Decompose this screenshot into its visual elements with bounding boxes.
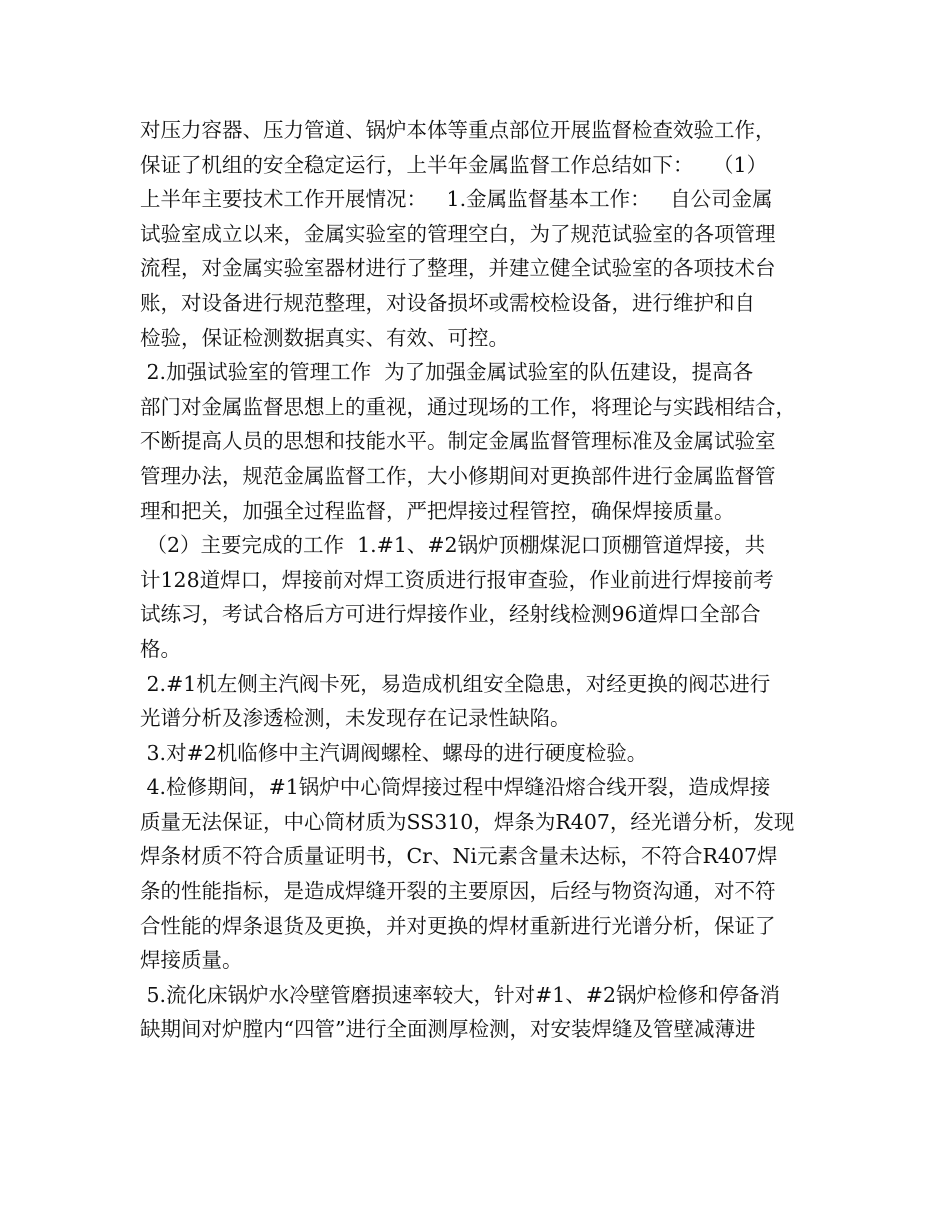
text-line: 对压力容器、压力管道、锅炉本体等重点部位开展监督检查效验工作， [140, 118, 776, 142]
text-line: 焊条材质不符合质量证明书，Cr、Ni元素含量未达标，不符合R407焊 [140, 844, 778, 869]
text-line: 条的性能指标，是造成焊缝开裂的主要原因，后经与物资沟通，对不符 [140, 879, 776, 904]
text-line: 光谱分析及渗透检测，未发现存在记录性缺陷。 [140, 706, 571, 731]
text-line: 部门对金属监督思想上的重视，通过现场的工作，将理论与实践相结合， [140, 394, 796, 419]
text-line: 上半年主要技术工作开展情况： 1.金属监督基本工作： 自公司金属 [140, 187, 773, 212]
text-line: 2.加强试验室的管理工作 为了加强金属试验室的队伍建设，提高各 [140, 360, 754, 385]
text-line: 质量无法保证，中心筒材质为SS310，焊条为R407，经光谱分析，发现 [140, 809, 795, 834]
text-line: 保证了机组的安全稳定运行，上半年金属监督工作总结如下： （1） [140, 152, 768, 177]
text-line: 3.对#2机临修中主汽调阀螺栓、螺母的进行硬度检验。 [140, 740, 648, 765]
text-line: 4.检修期间，#1锅炉中心筒焊接过程中焊缝沿熔合线开裂，造成焊接 [140, 775, 771, 800]
document-body [140, 113, 820, 1047]
text-line: 计128道焊口，焊接前对焊工资质进行报审查验，作业前进行焊接前考 [140, 567, 774, 592]
text-line: 试验室成立以来，金属实验室的管理空白，为了规范试验室的各项管理 [140, 221, 776, 246]
text-line: 缺期间对炉膛内“四管”进行全面测厚检测，对安装焊缝及管壁减薄进 [140, 1017, 756, 1042]
text-line: 不断提高人员的思想和技能水平。制定金属监督管理标准及金属试验室 [140, 429, 776, 454]
text-line: 管理办法，规范金属监督工作，大小修期间对更换部件进行金属监督管 [140, 463, 776, 488]
text-line: 理和把关，加强全过程监督，严把焊接过程管控，确保焊接质量。 [140, 498, 735, 523]
text-line: （2）主要完成的工作 1.#1、#2锅炉顶棚煤泥口顶棚管道焊接，共 [140, 533, 766, 558]
text-line: 检验，保证检测数据真实、有效、可控。 [140, 325, 509, 350]
text-line: 流程，对金属实验室器材进行了整理，并建立健全试验室的各项技术台 [140, 256, 776, 281]
text-line: 格。 [140, 636, 181, 661]
text-line: 合性能的焊条退货及更换，并对更换的焊材重新进行光谱分析，保证了 [140, 913, 776, 938]
text-line: 2.#1机左侧主汽阀卡死，易造成机组安全隐患，对经更换的阀芯进行 [140, 671, 771, 696]
text-line: 账，对设备进行规范整理，对设备损坏或需校检设备，进行维护和自 [140, 290, 755, 315]
text-line: 焊接质量。 [140, 948, 243, 973]
text-line: 5.流化床锅炉水冷壁管磨损速率较大，针对#1、#2锅炉检修和停备消 [140, 982, 781, 1007]
text-line: 试练习，考试合格后方可进行焊接作业，经射线检测96道焊口全部合 [140, 602, 761, 627]
